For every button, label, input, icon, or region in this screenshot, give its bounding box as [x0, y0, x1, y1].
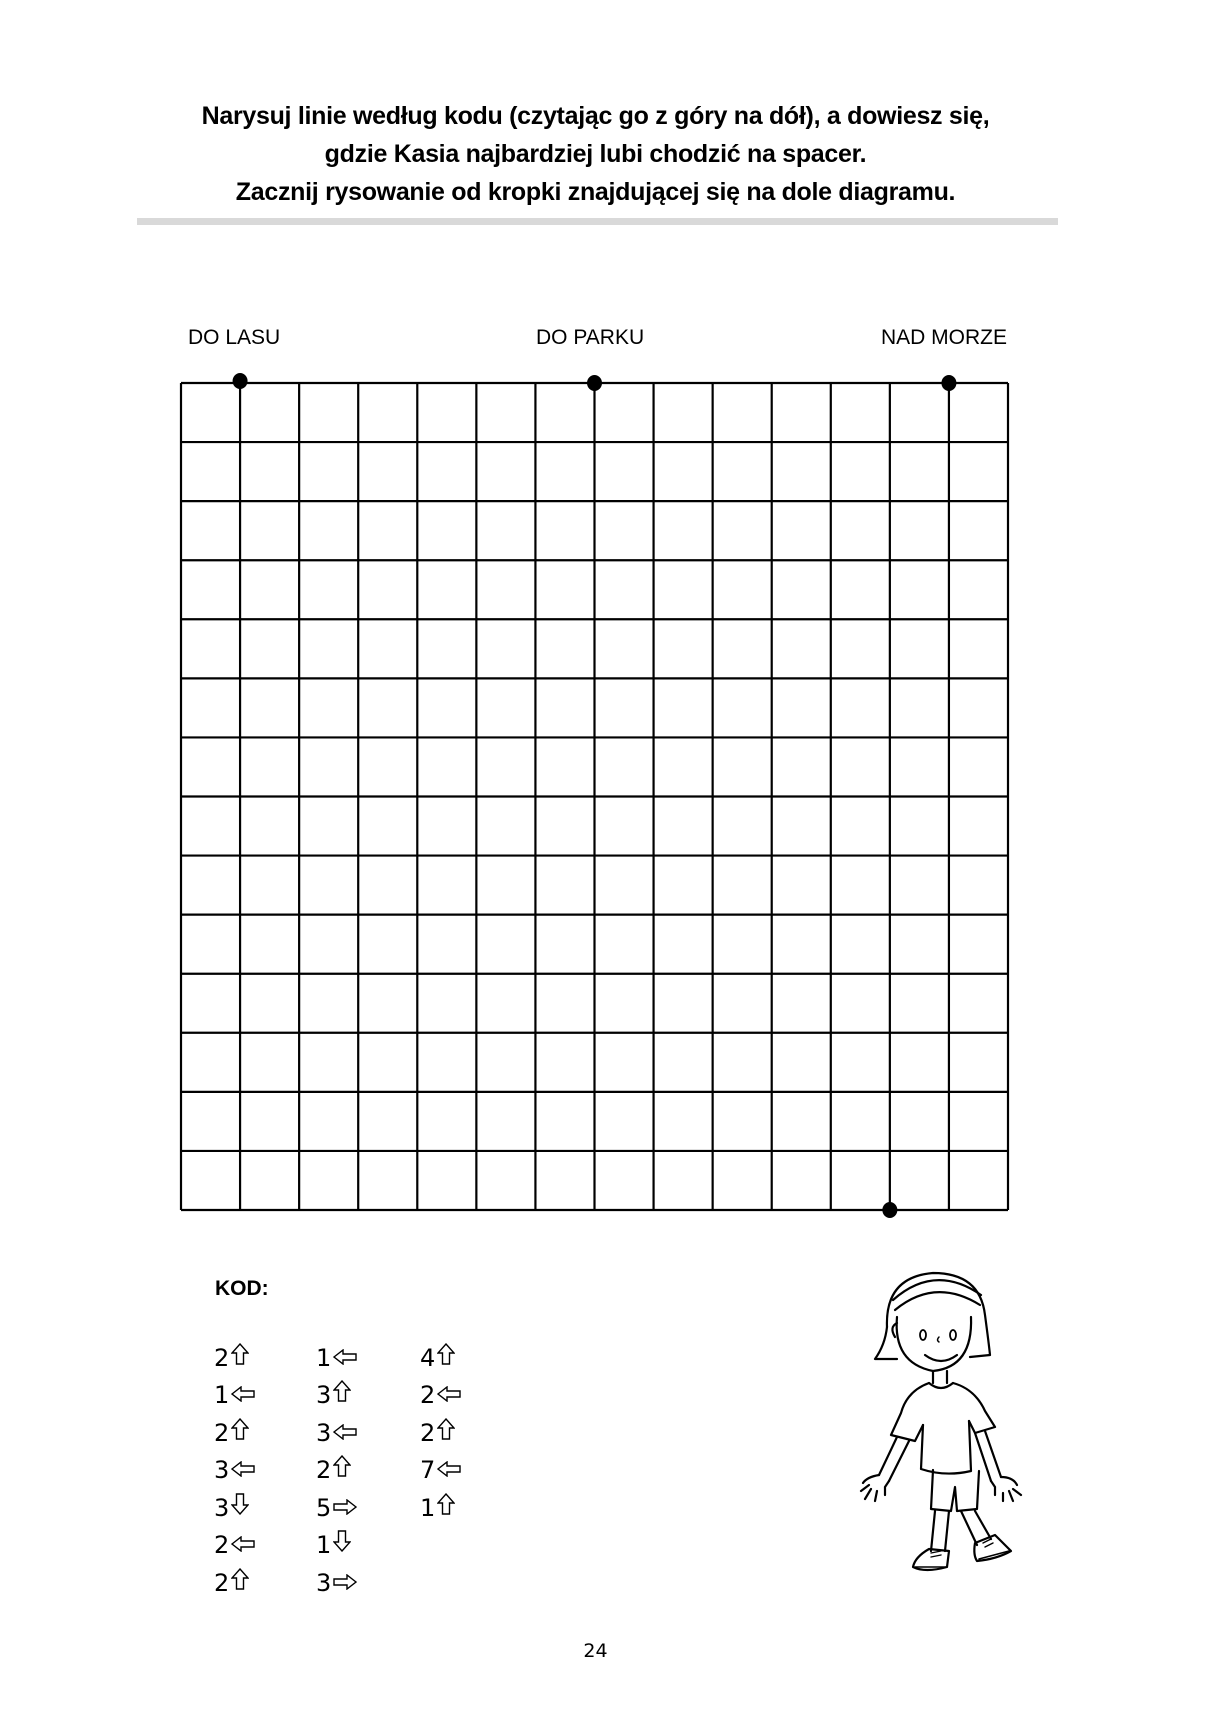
code-step: [316, 1483, 357, 1521]
arrow-up-icon: [231, 1418, 249, 1440]
code-step-count: 2: [214, 1343, 230, 1372]
code-step: [420, 1483, 461, 1521]
arrow-right-icon: [333, 1574, 357, 1590]
arrow-left-icon: [231, 1536, 255, 1552]
code-step-count: 2: [214, 1568, 230, 1597]
code-step-count: 3: [214, 1456, 230, 1484]
code-step: [214, 1446, 255, 1484]
code-step: [316, 1371, 357, 1409]
code-step: [214, 1408, 255, 1446]
code-step-count: 7: [420, 1456, 436, 1484]
start-dot[interactable]: [882, 1202, 897, 1218]
code-step-count: 2: [214, 1531, 230, 1559]
arrow-left-icon: [231, 1386, 255, 1402]
code-step-count: 3: [316, 1568, 332, 1597]
code-step-count: 3: [214, 1493, 230, 1522]
arrow-up-icon: [437, 1493, 455, 1515]
arrow-left-icon: [437, 1461, 461, 1477]
arrow-up-icon: [333, 1380, 351, 1402]
destination-label-sea: NAD MORZE: [881, 326, 1007, 349]
destination-label-park: DO PARKU: [536, 326, 645, 349]
code-step-count: 1: [316, 1343, 332, 1372]
code-step-count: 3: [316, 1381, 332, 1409]
girl-illustration: [845, 1255, 1025, 1585]
code-step: [214, 1558, 255, 1596]
code-step-count: 2: [316, 1456, 332, 1484]
arrow-down-icon: [333, 1530, 351, 1552]
code-step: [316, 1333, 357, 1371]
arrow-up-icon: [231, 1568, 249, 1590]
code-title: KOD:: [215, 1277, 269, 1300]
arrow-down-icon: [231, 1493, 249, 1515]
code-step-count: 2: [420, 1381, 436, 1409]
destination-dot[interactable]: [233, 373, 248, 389]
arrow-up-icon: [231, 1343, 249, 1365]
arrow-up-icon: [437, 1343, 455, 1365]
code-step-count: 2: [420, 1418, 436, 1447]
instruction-line-3: Zacznij rysowanie od kropki znajdującej się na dole diagramu.: [235, 178, 956, 206]
destination-dot[interactable]: [941, 375, 956, 391]
code-step-count: 1: [316, 1531, 332, 1559]
code-column-3: [420, 1333, 461, 1521]
code-step: [214, 1371, 255, 1409]
code-step: [420, 1408, 461, 1446]
code-step: [214, 1483, 255, 1521]
code-step-count: 1: [214, 1381, 230, 1409]
code-column-1: [214, 1333, 255, 1596]
code-step-count: 1: [420, 1493, 436, 1522]
code-step: [316, 1558, 357, 1596]
code-step: [420, 1371, 461, 1409]
code-step: [420, 1446, 461, 1484]
code-step-count: 5: [316, 1493, 332, 1522]
arrow-left-icon: [333, 1349, 357, 1365]
arrow-left-icon: [437, 1386, 461, 1402]
code-step: [316, 1521, 357, 1559]
code-column-2: [316, 1333, 357, 1596]
arrow-up-icon: [333, 1455, 351, 1477]
instruction-line-2: gdzie Kasia najbardziej lubi chodzić na spacer.: [324, 140, 867, 168]
arrow-up-icon: [437, 1418, 455, 1440]
arrow-right-icon: [333, 1499, 357, 1515]
arrow-left-icon: [333, 1424, 357, 1440]
arrow-left-icon: [231, 1461, 255, 1477]
code-step-count: 4: [420, 1343, 436, 1372]
destination-label-forest: DO LASU: [188, 326, 281, 349]
instruction-line-1: Narysuj linie według kodu (czytając go z góry na dół), a dowiesz się,: [201, 102, 990, 130]
code-step-count: 3: [316, 1418, 332, 1447]
code-step: [214, 1333, 255, 1371]
page-number: 24: [583, 1640, 608, 1662]
code-step: [420, 1333, 461, 1371]
code-step-count: 2: [214, 1418, 230, 1447]
destination-dot[interactable]: [587, 375, 602, 391]
code-step: [316, 1446, 357, 1484]
code-step: [316, 1408, 357, 1446]
code-step: [214, 1521, 255, 1559]
